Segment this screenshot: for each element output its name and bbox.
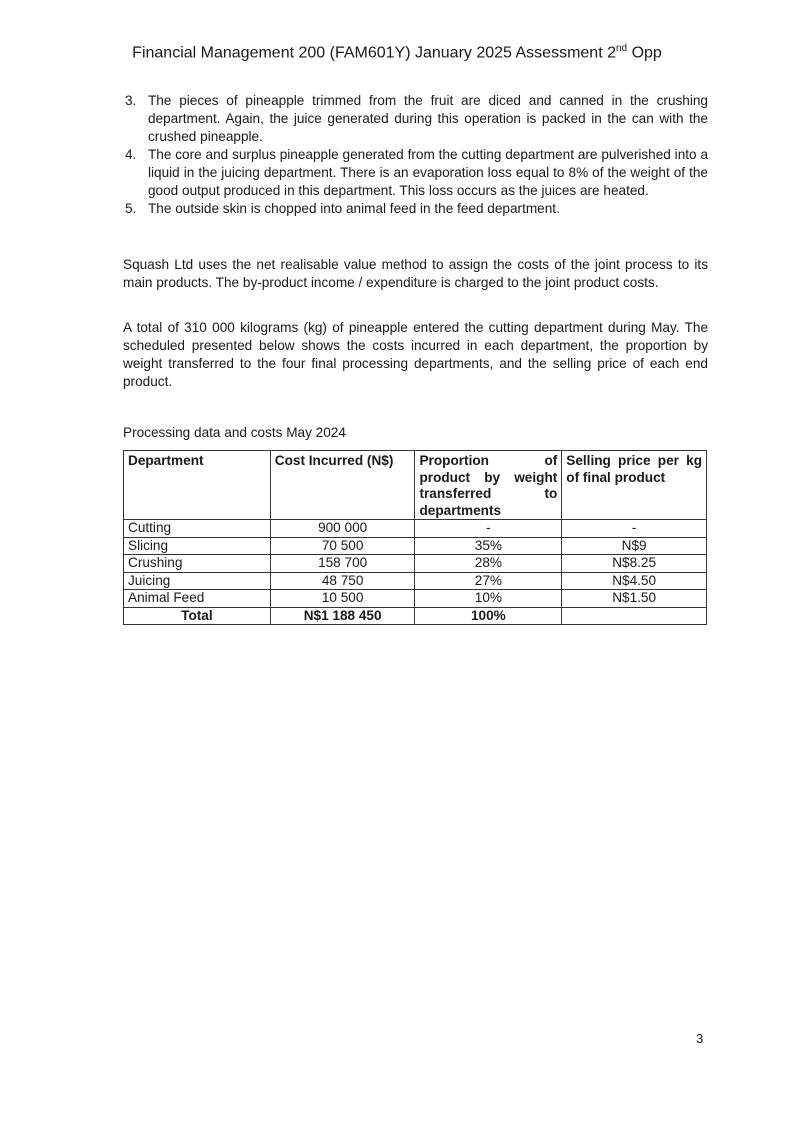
table-row [124, 555, 707, 573]
table-row [124, 590, 707, 608]
header-suffix: Opp [627, 44, 662, 62]
column-header: Cost Incurred (N$) [270, 451, 415, 520]
table-caption: Processing data and costs May 2024 [123, 425, 346, 440]
cell: N$1 188 450 [270, 607, 415, 625]
header-title: Financial Management 200 (FAM601Y) January 2025 Assessment 2 [132, 44, 616, 62]
column-header: Department [124, 451, 271, 520]
table-row [124, 537, 707, 555]
cell: N$1.50 [562, 590, 707, 608]
cell: 10 500 [270, 590, 415, 608]
header-superscript: nd [616, 43, 628, 54]
cell: N$8.25 [562, 555, 707, 573]
cell: Juicing [124, 572, 271, 590]
paragraph-nrv-method: Squash Ltd uses the net realisable value method to assign the costs of the joint process to its main products. The by-product income / expenditure is charged to the joint product costs. [123, 257, 708, 290]
table-header-row [124, 451, 707, 520]
cell: Crushing [124, 555, 271, 573]
list-text: The core and surplus pineapple generated from the cutting department are pulverished into a liquid in the juicing department. There is an evaporation loss equal to 8% of the weight of the good output produced in this department. This loss occurs as the juices are heated. [148, 147, 708, 198]
cell: 35% [415, 537, 562, 555]
cell: 100% [415, 607, 562, 625]
cell: Total [124, 607, 271, 625]
list-number: 3. [125, 93, 137, 108]
page-number: 3 [696, 1031, 704, 1046]
list-number: 5. [125, 201, 137, 216]
process-steps-list [123, 92, 708, 218]
cell: Animal Feed [124, 590, 271, 608]
page-header [0, 43, 794, 62]
table-row [124, 520, 707, 538]
column-header: Proportion of product by weight transferred to departments [415, 451, 562, 520]
list-text: The pieces of pineapple trimmed from the fruit are diced and canned in the crushing department. Again, the juice generated during this operation is packed in the can with the crushed pineapple. [148, 93, 708, 144]
cell: 48 750 [270, 572, 415, 590]
table-total-row [124, 607, 707, 625]
cell [562, 607, 707, 625]
cell: 27% [415, 572, 562, 590]
list-item [123, 146, 708, 200]
processing-data-table [123, 450, 707, 625]
cell: 158 700 [270, 555, 415, 573]
column-header: Selling price per kg of final product [562, 451, 707, 520]
cell: N$9 [562, 537, 707, 555]
cell: 70 500 [270, 537, 415, 555]
cell: 900 000 [270, 520, 415, 538]
cell: - [562, 520, 707, 538]
cell: - [415, 520, 562, 538]
list-number: 4. [125, 147, 137, 162]
cell: 28% [415, 555, 562, 573]
cell: Cutting [124, 520, 271, 538]
list-item [123, 200, 708, 218]
paragraph-kilograms: A total of 310 000 kilograms (kg) of pineapple entered the cutting department during May. The scheduled presented below shows the costs incurred in each department, the proportion by weight transferred to the four final processing departments, and the selling price of each end product. [123, 320, 708, 389]
cell: Slicing [124, 537, 271, 555]
cell: 10% [415, 590, 562, 608]
table-row [124, 572, 707, 590]
cell: N$4.50 [562, 572, 707, 590]
list-text: The outside skin is chopped into animal feed in the feed department. [148, 201, 560, 216]
list-item [123, 92, 708, 146]
